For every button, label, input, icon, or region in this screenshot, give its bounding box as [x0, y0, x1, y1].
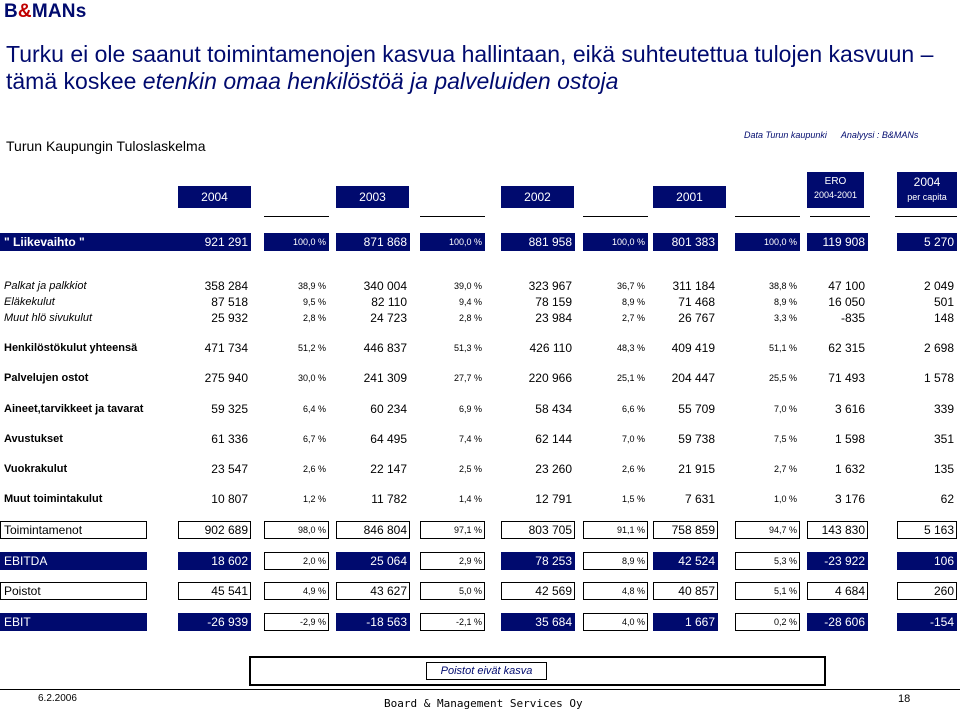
cell-ero: 71 493: [828, 371, 865, 385]
cell-v2002: 58 434: [535, 402, 572, 416]
cell-v2003: 846 804: [363, 523, 407, 537]
footer-company: Board & Management Services Oy: [384, 697, 583, 710]
cell-p2004: 98,0 %: [297, 525, 326, 535]
cell-v2001: 26 767: [678, 311, 715, 325]
table-row: [0, 582, 960, 600]
cell-ero: -835: [840, 311, 865, 325]
table-row: [0, 613, 960, 631]
cell-per-capita: 260: [933, 584, 954, 598]
cell-p2003: 100,0 %: [448, 237, 482, 247]
cell-v2004: 18 602: [211, 554, 248, 568]
cell-per-capita: 106: [933, 554, 954, 568]
cell-p2002: 36,7 %: [616, 281, 645, 291]
cell-ero: 16 050: [828, 295, 865, 309]
column-rule: [583, 216, 648, 217]
cell-ero: 3 616: [834, 402, 865, 416]
cell-p2004: 9,5 %: [302, 297, 326, 307]
cell-ero: 62 315: [828, 341, 865, 355]
cell-v2003: 60 234: [370, 402, 407, 416]
cell-ero: 1 632: [834, 462, 865, 476]
row-label: Henkilöstökulut yhteensä: [4, 342, 138, 354]
cell-v2003: 241 309: [363, 371, 407, 385]
column-rule: [735, 216, 800, 217]
cell-v2003: 11 782: [371, 492, 407, 506]
table-subtitle: Turun Kaupungin Tuloslaskelma: [6, 138, 206, 154]
cell-p2003: 39,0 %: [453, 281, 482, 291]
table-row: [0, 521, 960, 539]
cell-p2001: 1,0 %: [773, 494, 797, 504]
cell-v2002: 78 159: [535, 295, 572, 309]
cell-v2002: 42 569: [535, 584, 572, 598]
cell-p2003: 97,1 %: [453, 525, 482, 535]
row-label: Muut hlö sivukulut: [4, 312, 93, 324]
cell-per-capita: 5 163: [923, 523, 954, 537]
row-label: Palkat ja palkkiot: [4, 280, 87, 292]
page-number: 18: [898, 693, 911, 705]
cell-per-capita: 5 270: [923, 235, 954, 249]
table-row: [0, 369, 960, 387]
table-row: [0, 552, 960, 570]
row-label: Muut toimintakulut: [4, 493, 103, 505]
column-rule: [420, 216, 485, 217]
row-label: Toimintamenot: [4, 523, 83, 537]
cell-p2004: 51,2 %: [297, 343, 326, 353]
table-row: [0, 309, 960, 327]
cell-per-capita: 135: [933, 462, 954, 476]
cell-v2004: 921 291: [204, 235, 248, 249]
cell-per-capita: 2 049: [923, 279, 954, 293]
column-rule: [895, 216, 957, 217]
cell-v2003: -18 563: [366, 615, 407, 629]
row-label: Eläkekulut: [4, 296, 55, 308]
cell-ero: 119 908: [822, 235, 865, 249]
cell-p2002: 2,7 %: [621, 313, 645, 323]
cell-ero: 3 176: [834, 492, 865, 506]
header-2004: 2004: [178, 186, 251, 208]
cell-p2001: 100,0 %: [763, 237, 797, 247]
source-note: Data Turun kaupunki Analyysi : B&MANs: [744, 130, 919, 140]
cell-p2002: 1,5 %: [621, 494, 645, 504]
cell-v2001: 7 631: [684, 492, 715, 506]
cell-per-capita: 62: [940, 492, 954, 506]
cell-p2002: 2,6 %: [621, 464, 645, 474]
cell-p2002: 4,0 %: [621, 617, 645, 627]
cell-p2004: 2,6 %: [302, 464, 326, 474]
cell-p2002: 48,3 %: [616, 343, 645, 353]
cell-p2004: -2,9 %: [299, 617, 326, 627]
cell-v2001: 801 383: [671, 235, 715, 249]
cell-v2003: 64 495: [370, 432, 407, 446]
cell-p2003: 2,5 %: [458, 464, 482, 474]
table-row: [0, 460, 960, 478]
header-2003: 2003: [336, 186, 409, 208]
cell-p2001: 5,1 %: [773, 586, 797, 596]
cell-v2003: 22 147: [370, 462, 407, 476]
cell-p2004: 38,9 %: [297, 281, 326, 291]
cell-v2002: 23 984: [535, 311, 572, 325]
cell-per-capita: 501: [933, 295, 954, 309]
cell-p2003: 5,0 %: [458, 586, 482, 596]
row-label: Aineet,tarvikkeet ja tavarat: [4, 403, 144, 415]
cell-p2003: 7,4 %: [458, 434, 482, 444]
table-row: [0, 490, 960, 508]
cell-v2004: 61 336: [211, 432, 248, 446]
row-label: Vuokrakulut: [4, 463, 68, 475]
header-ero: ERO 2004-2001: [807, 172, 864, 208]
cell-v2001: 40 857: [678, 584, 715, 598]
cell-p2002: 7,0 %: [621, 434, 645, 444]
cell-ero: -23 922: [824, 554, 865, 568]
cell-p2004: 4,9 %: [302, 586, 326, 596]
cell-p2003: 6,9 %: [458, 404, 482, 414]
cell-v2003: 43 627: [370, 584, 407, 598]
cell-p2002: 4,8 %: [621, 586, 645, 596]
row-label: Avustukset: [4, 433, 63, 445]
cell-ero: 1 598: [834, 432, 865, 446]
cell-p2001: 8,9 %: [773, 297, 797, 307]
cell-p2001: 7,5 %: [773, 434, 797, 444]
cell-ero: -28 606: [824, 615, 865, 629]
cell-v2002: 62 144: [535, 432, 572, 446]
cell-v2004: 59 325: [211, 402, 248, 416]
header-per-capita: 2004 per capita: [897, 172, 957, 208]
cell-v2002: 12 791: [535, 492, 572, 506]
cell-ero: 4 684: [834, 584, 865, 598]
cell-v2004: 45 541: [211, 584, 248, 598]
cell-v2003: 871 868: [363, 235, 407, 249]
footer-date: 6.2.2006: [38, 693, 77, 704]
cell-p2001: 7,0 %: [773, 404, 797, 414]
cell-v2002: 323 967: [528, 279, 572, 293]
cell-v2001: 1 667: [684, 615, 715, 629]
cell-p2004: 1,2 %: [302, 494, 326, 504]
bmans-logo: B&MANs: [4, 1, 87, 22]
cell-v2003: 82 110: [371, 295, 407, 309]
cell-v2004: 275 940: [204, 371, 248, 385]
note-label: Poistot eivät kasva: [426, 662, 547, 680]
cell-v2001: 311 184: [672, 279, 715, 293]
table-row: [0, 400, 960, 418]
cell-p2002: 8,9 %: [621, 556, 645, 566]
cell-v2004: -26 939: [207, 615, 248, 629]
cell-p2001: 38,8 %: [768, 281, 797, 291]
cell-p2001: 2,7 %: [773, 464, 797, 474]
cell-v2004: 10 807: [211, 492, 248, 506]
table-row: [0, 430, 960, 448]
cell-p2001: 3,3 %: [773, 313, 797, 323]
cell-p2002: 91,1 %: [616, 525, 645, 535]
cell-v2004: 87 518: [211, 295, 248, 309]
cell-p2003: 2,8 %: [458, 313, 482, 323]
cell-per-capita: 2 698: [923, 341, 954, 355]
cell-v2002: 881 958: [528, 235, 572, 249]
cell-v2001: 204 447: [671, 371, 715, 385]
cell-p2003: 1,4 %: [458, 494, 482, 504]
cell-v2004: 25 932: [211, 311, 248, 325]
row-label: " Liikevaihto ": [4, 235, 85, 249]
cell-v2003: 25 064: [370, 554, 407, 568]
cell-p2002: 25,1 %: [616, 373, 645, 383]
cell-p2003: 27,7 %: [453, 373, 482, 383]
cell-per-capita: 1 578: [923, 371, 954, 385]
cell-per-capita: -154: [929, 615, 954, 629]
cell-v2002: 220 966: [528, 371, 572, 385]
cell-p2002: 8,9 %: [621, 297, 645, 307]
cell-v2004: 471 734: [204, 341, 248, 355]
cell-v2004: 23 547: [211, 462, 248, 476]
table-row: [0, 233, 960, 251]
cell-v2001: 21 915: [678, 462, 715, 476]
cell-v2003: 340 004: [363, 279, 407, 293]
cell-per-capita: 351: [933, 432, 954, 446]
cell-p2001: 51,1 %: [768, 343, 797, 353]
cell-v2001: 42 524: [678, 554, 715, 568]
cell-v2002: 23 260: [535, 462, 572, 476]
cell-v2003: 446 837: [363, 341, 407, 355]
row-label: EBIT: [4, 615, 31, 629]
cell-p2003: -2,1 %: [455, 617, 482, 627]
header-2001: 2001: [653, 186, 726, 208]
cell-p2003: 2,9 %: [458, 556, 482, 566]
column-rule: [264, 216, 329, 217]
cell-v2002: 35 684: [535, 615, 572, 629]
cell-p2004: 6,4 %: [302, 404, 326, 414]
row-label: Poistot: [4, 584, 41, 598]
cell-p2004: 30,0 %: [297, 373, 326, 383]
cell-p2001: 25,5 %: [768, 373, 797, 383]
cell-p2001: 94,7 %: [768, 525, 797, 535]
page-title: Turku ei ole saanut toimintamenojen kasvua hallintaan, eikä suhteutettua tulojen kasvuun – tämä koskee etenkin omaa henkilöstöä ja palveluiden ostoja: [6, 41, 934, 94]
cell-p2004: 2,8 %: [302, 313, 326, 323]
cell-ero: 47 100: [828, 279, 865, 293]
cell-p2001: 5,3 %: [773, 556, 797, 566]
cell-v2002: 78 253: [535, 554, 572, 568]
cell-p2004: 6,7 %: [302, 434, 326, 444]
cell-per-capita: 148: [933, 311, 954, 325]
cell-p2004: 2,0 %: [302, 556, 326, 566]
cell-v2001: 409 419: [671, 341, 715, 355]
cell-p2004: 100,0 %: [292, 237, 326, 247]
cell-v2001: 71 468: [678, 295, 715, 309]
cell-v2003: 24 723: [370, 311, 407, 325]
cell-p2003: 9,4 %: [458, 297, 482, 307]
column-rule: [810, 216, 870, 217]
cell-ero: 143 830: [821, 523, 865, 537]
table-row: [0, 339, 960, 357]
footer-rule: [0, 689, 960, 690]
cell-v2001: 59 738: [678, 432, 715, 446]
cell-v2001: 55 709: [678, 402, 715, 416]
cell-p2001: 0,2 %: [773, 617, 797, 627]
cell-p2002: 100,0 %: [611, 237, 645, 247]
cell-p2003: 51,3 %: [453, 343, 482, 353]
cell-p2002: 6,6 %: [621, 404, 645, 414]
header-2002: 2002: [501, 186, 574, 208]
cell-per-capita: 339: [933, 402, 954, 416]
cell-v2004: 902 689: [204, 523, 248, 537]
row-label: Palvelujen ostot: [4, 372, 89, 384]
cell-v2004: 358 284: [204, 279, 248, 293]
row-label: EBITDA: [4, 554, 48, 568]
cell-v2001: 758 859: [671, 523, 715, 537]
cell-v2002: 426 110: [529, 341, 572, 355]
cell-v2002: 803 705: [528, 523, 572, 537]
